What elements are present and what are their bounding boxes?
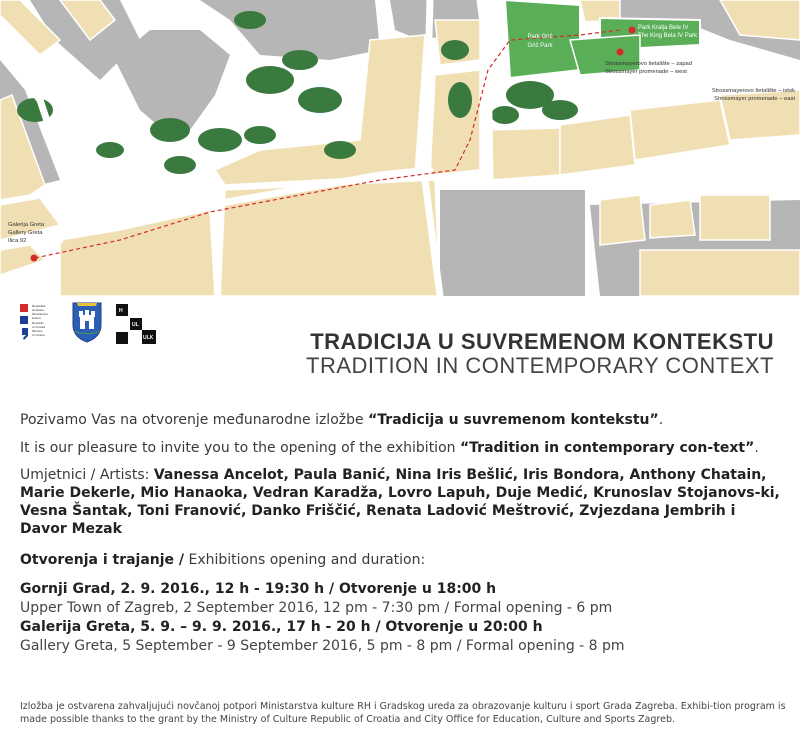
funding-footnote: Izložba je ostvarena zahvaljujući novčanoj potpori Ministarstva kulture RH i Gradskog ureda za obrazovanje kulturu i sport Grada Zagreba. Exhibi-tion program is made possible thanks to the grant by the Ministry of Culture Republic of Croatia and City Office for Education, Culture and Sports Zagreb. [20, 701, 786, 725]
label-greta-2: Gallery Greta [8, 230, 43, 236]
invite-english: It is our pleasure to invite you to the opening of the exhibition “Tradition in contemporary con-text”. [20, 440, 759, 456]
label-greta-3: Ilica 92 [8, 238, 27, 244]
svg-text:H: H [119, 308, 123, 314]
invite-croatian: Pozivamo Vas na otvorenje međunarodne izložbe “Tradicija u suvremenom kontekstu”. [20, 412, 664, 428]
artists-list: Umjetnici / Artists: Vanessa Ancelot, Paula Banić, Nina Iris Bešlić, Iris Bondora, Anthony Chatain, Marie Dekerle, Mio Hanaoka, Vedran Karadža, Lovro Lapuh, Duje Medić, Krunoslav Stojanovs-ki, Vesna Šantak, Toni Franović, Danko Friščić, Renata Ladović Meštrović, Zvjezdana Jembrih i Davor Mezak [20, 467, 780, 537]
promenade-west-marker [617, 49, 624, 56]
schedule-item [20, 580, 782, 618]
svg-text:of Croatia: of Croatia [32, 325, 46, 329]
label-east-en: Strossmayer promenade – east [714, 96, 795, 102]
park-king-marker [629, 27, 636, 34]
label-park-king-en: The King Bela IV Park [638, 33, 698, 39]
label-west-en: Strossmayer promenade – west [605, 69, 687, 75]
svg-text:ULK: ULK [143, 335, 154, 341]
schedule-item-hr: Galerija Greta, 5. 9. – 9. 9. 2016., 17 h - 20 h / Otvorenje u 20:00 h [20, 619, 543, 635]
label-park-gric-en: Grič Park [527, 43, 553, 49]
svg-text:Ministry: Ministry [32, 329, 43, 333]
schedule-item-hr: Gornji Grad, 2. 9. 2016., 12 h - 19:30 h / Otvorenje u 18:00 h [20, 581, 497, 597]
label-west-hr: Strossmayerovo šetalište – zapad [605, 61, 692, 67]
hulu-logo [116, 304, 156, 344]
ministry-of-culture-logo [18, 302, 58, 342]
svg-text:kulture: kulture [32, 316, 42, 320]
location-map [0, 0, 800, 296]
schedule-item-en: Gallery Greta, 5 September - 9 September 2016, 5 pm - 8 pm / Formal opening - 8 pm [20, 638, 625, 654]
schedule-heading: Otvorenja i trajanje / Exhibitions opening and duration: [20, 552, 426, 568]
svg-text:Republic: Republic [32, 321, 44, 325]
gallery-greta-marker [31, 255, 38, 262]
schedule-item [20, 618, 782, 656]
label-park-gric-hr: Park Grič [527, 34, 553, 40]
svg-text:Hrvatska: Hrvatska [32, 308, 44, 312]
schedule-item-en: Upper Town of Zagreb, 2 September 2016, 12 pm - 7:30 pm / Formal opening - 6 pm [20, 600, 613, 616]
zagreb-coat-of-arms-logo [72, 301, 102, 343]
exhibition-title [306, 330, 774, 378]
label-park-king-hr: Park Kralja Bele IV [638, 25, 689, 31]
title-english: TRADITION IN CONTEMPORARY CONTEXT [306, 353, 774, 378]
svg-text:UL: UL [132, 322, 139, 328]
title-croatian: TRADICIJA U SUVREMENOM KONTEKSTU [310, 329, 774, 354]
svg-text:Republika: Republika [32, 304, 46, 308]
invitation-body [20, 410, 782, 656]
svg-text:Ministarstvo: Ministarstvo [32, 312, 49, 316]
svg-text:of Culture: of Culture [32, 333, 46, 337]
label-east-hr: Strossmayerovo šetalište – istok [711, 88, 795, 94]
label-greta-1: Galerija Greta [8, 222, 45, 228]
